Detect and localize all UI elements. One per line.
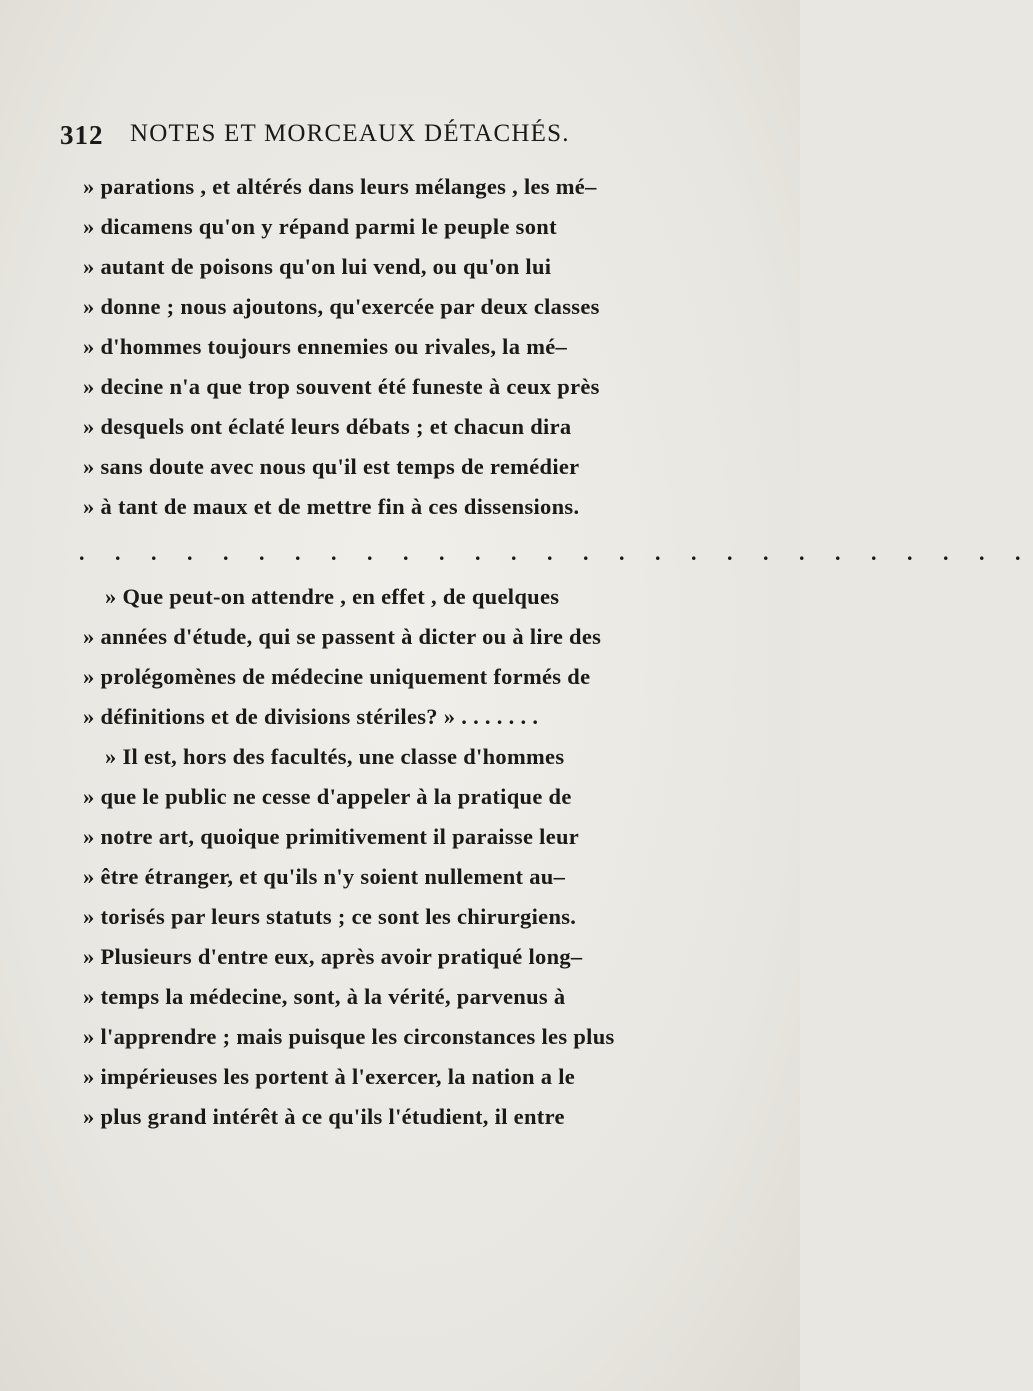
text-line: » torisés par leurs statuts ; ce sont les chirurgiens.: [83, 904, 577, 929]
running-head: NOTES ET MORCEAUX DÉTACHÉS.: [130, 120, 570, 147]
text-line: » plus grand intérêt à ce qu'ils l'étudient, il entre: [83, 1104, 565, 1129]
text-line: » notre art, quoique primitivement il paraisse leur: [83, 824, 580, 849]
text-line: » que le public ne cesse d'appeler à la pratique de: [83, 784, 572, 809]
text-line: » donne ; nous ajoutons, qu'exercée par deux classes: [83, 294, 600, 319]
text-line: » d'hommes toujours ennemies ou rivales, la mé–: [83, 334, 568, 359]
text-line: » définitions et de divisions stériles? » . . . . . . .: [83, 704, 539, 729]
ellipsis-separator: . . . . . . . . . . . . . . . . . . . . . . . . . . .: [79, 540, 1033, 565]
text-line: » parations , et altérés dans leurs mélanges , les mé–: [83, 174, 597, 199]
text-line: » desquels ont éclaté leurs débats ; et chacun dira: [83, 414, 572, 439]
text-line: » decine n'a que trop souvent été funeste à ceux près: [83, 374, 600, 399]
paragraph-start-line: » Que peut-on attendre , en effet , de quelques: [105, 584, 560, 609]
text-line: » temps la médecine, sont, à la vérité, parvenus à: [83, 984, 566, 1009]
text-line: » sans doute avec nous qu'il est temps de remédier: [83, 454, 580, 479]
text-line: » être étranger, et qu'ils n'y soient nullement au–: [83, 864, 566, 889]
text-line: » l'apprendre ; mais puisque les circonstances les plus: [83, 1024, 615, 1049]
page-header: [60, 120, 760, 160]
page-number: 312: [60, 120, 104, 150]
text-line: » Plusieurs d'entre eux, après avoir pratiqué long–: [83, 944, 583, 969]
paragraph-start-line: » Il est, hors des facultés, une classe d'hommes: [105, 744, 565, 769]
text-line: » dicamens qu'on y répand parmi le peuple sont: [83, 214, 557, 239]
text-line: » autant de poisons qu'on lui vend, ou qu'on lui: [83, 254, 552, 279]
text-line: » à tant de maux et de mettre fin à ces dissensions.: [83, 494, 580, 519]
text-line: » années d'étude, qui se passent à dicter ou à lire des: [83, 624, 602, 649]
text-line: » prolégomènes de médecine uniquement formés de: [83, 664, 591, 689]
text-line: » impérieuses les portent à l'exercer, la nation a le: [83, 1064, 576, 1089]
